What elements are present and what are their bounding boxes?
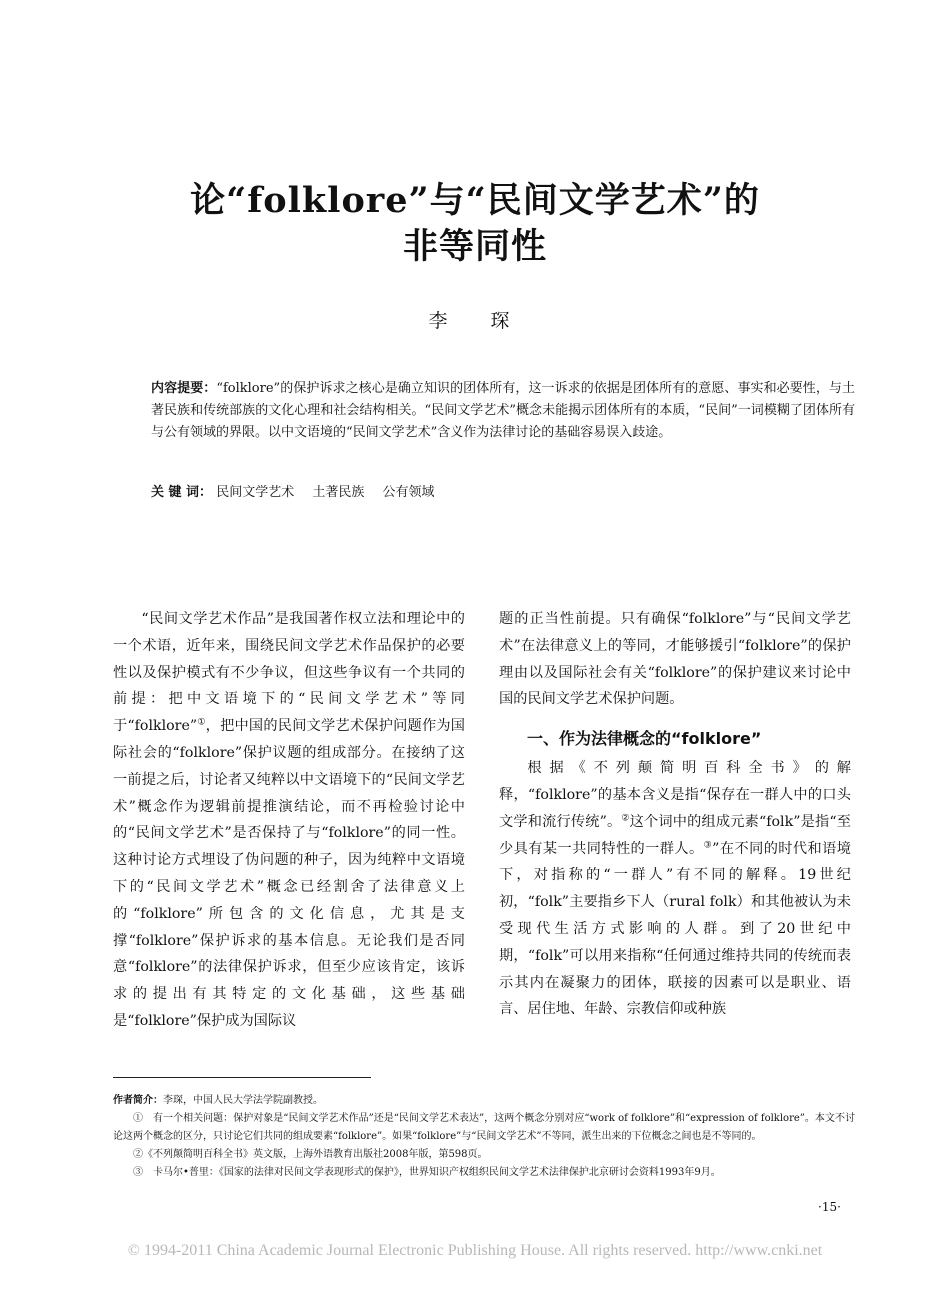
title-line-1: 论“folklore”与“民间文学艺术”的 bbox=[190, 180, 760, 221]
author-name: 李 琛 bbox=[428, 310, 522, 332]
body-paragraph bbox=[113, 606, 465, 1035]
abstract bbox=[113, 378, 855, 444]
footnotes bbox=[113, 1092, 855, 1182]
body-paragraph bbox=[499, 755, 851, 1023]
footnote-ref-3[interactable]: ③ bbox=[703, 839, 713, 850]
footnote-divider bbox=[113, 1077, 371, 1078]
author-note bbox=[113, 1092, 855, 1110]
article-title bbox=[0, 178, 950, 270]
paragraph-text: “民间文学艺术作品”是我国著作权立法和理论中的一个术语，近年来，围绕民间文学艺术作品保护的必要性以及保护模式有不少争议，但这些争议有一个共同的前提：把中文语境下的“民间文学艺术”等同于“folklore” bbox=[113, 611, 465, 735]
footnote-ref-1[interactable]: ① bbox=[197, 717, 206, 728]
paragraph-text: 根据《不列颠简明百科全书》的解释，“folklore”的基本含义是指“保存在一群人中的口头文学和流行传统”。 bbox=[499, 760, 851, 830]
copyright-watermark: © 1994-2011 China Academic Journal Electronic Publishing House. All rights reserved. http://www.cnki.net bbox=[127, 1242, 823, 1259]
footnote-2: ②《不列颠简明百科全书》英文版，上海外语教育出版社2008年版，第598页。 bbox=[133, 1149, 488, 1160]
paragraph-text: ，把中国的民间文学艺术保护问题作为国际社会的“folklore”保护议题的组成部分。在接纳了这一前提之后，讨论者又纯粹以中文语境下的“民间文学艺术”概念作为逻辑前提推演结论，而不再检验讨论中的“民间文学艺术”是否保持了与“folklore”的同一性。这种讨论方式埋设了伪问题的种子，因为纯粹中文语境下的“民间文学艺术”概念已经割舍了法律意义上的“folklore”所包含的文化信息，尤其是支撑“folklore”保护诉求的基本信息。无论我们是否同意“folklore”的法律保护诉求，但至少应该肯定，该诉求的提出有其特定的文化基础，这些基础是“folklore”保护成为国际议 bbox=[113, 718, 465, 1029]
footnote-ref-2[interactable]: ② bbox=[621, 813, 630, 824]
body-paragraph: 题的正当性前提。只有确保“folklore”与“民间文学艺术”在法律意义上的等同，才能够援引“folklore”的保护理由以及国际社会有关“folklore”的保护建议来讨论中国的民间文学艺术保护问题。 bbox=[499, 611, 851, 708]
keyword-item: 土著民族 bbox=[312, 485, 365, 500]
footnote-3: ③ 卡马尔•普里：《国家的法律对民间文学表现形式的保护》，世界知识产权组织民间文学艺术法律保护北京研讨会资料1993年9月。 bbox=[133, 1167, 721, 1178]
paragraph-text: 这个词中的组成元素“folk”是指“至少具有某一共同特性的一群人。 bbox=[499, 813, 851, 857]
author-note-label: 作者简介： bbox=[113, 1095, 163, 1106]
keywords-label: 关 键 词： bbox=[151, 485, 213, 500]
author-note-text: 李琛，中国人民大学法学院副教授。 bbox=[163, 1095, 323, 1106]
abstract-label: 内容提要： bbox=[151, 381, 217, 396]
body-right-column bbox=[499, 606, 851, 1023]
page-number: ·15· bbox=[818, 1200, 841, 1214]
keyword-item: 民间文学艺术 bbox=[216, 485, 295, 500]
body-left-column bbox=[113, 606, 465, 1035]
title-line-2: 非等同性 bbox=[402, 226, 547, 267]
keywords bbox=[151, 482, 449, 504]
footnote-1: ① 有一个相关问题：保护对象是“民间文学艺术作品”还是“民间文学艺术表达”，这两个概念分别对应“work of folklore”和“expression of folklore”。本文不讨论这两个概念的区分，只讨论它们共同的组成要素“folklore”。如果“folklore”与“民间文学艺术”不等同，派生出来的下位概念之间也是不等同的。 bbox=[113, 1113, 855, 1142]
abstract-text: “folklore”的保护诉求之核心是确立知识的团体所有，这一诉求的依据是团体所有的意愿、事实和必要性，与土著民族和传统部族的文化心理和社会结构相关。“民间文学艺术”概念未能揭示团体所有的本质，“民间”一词模糊了团体所有与公有领域的界限。以中文语境的“民间文学艺术”含义作为法律讨论的基础容易误入歧途。 bbox=[151, 381, 855, 440]
section-heading: 一、作为法律概念的“folklore” bbox=[527, 729, 762, 749]
paragraph-text: ”在不同的时代和语境下，对指称的“一群人”有不同的解释。19世纪初，“folk”主要指乡下人（rural folk）和其他被认为未受现代生活方式影响的人群。到了20世纪中期，“folk”可以用来指称“任何通过维持共同的传统而表示其内在凝聚力的团体，联接的因素可以是职业、语言、居住地、年龄、宗教信仰或种族 bbox=[499, 840, 851, 1018]
keyword-item: 公有领域 bbox=[382, 485, 435, 500]
